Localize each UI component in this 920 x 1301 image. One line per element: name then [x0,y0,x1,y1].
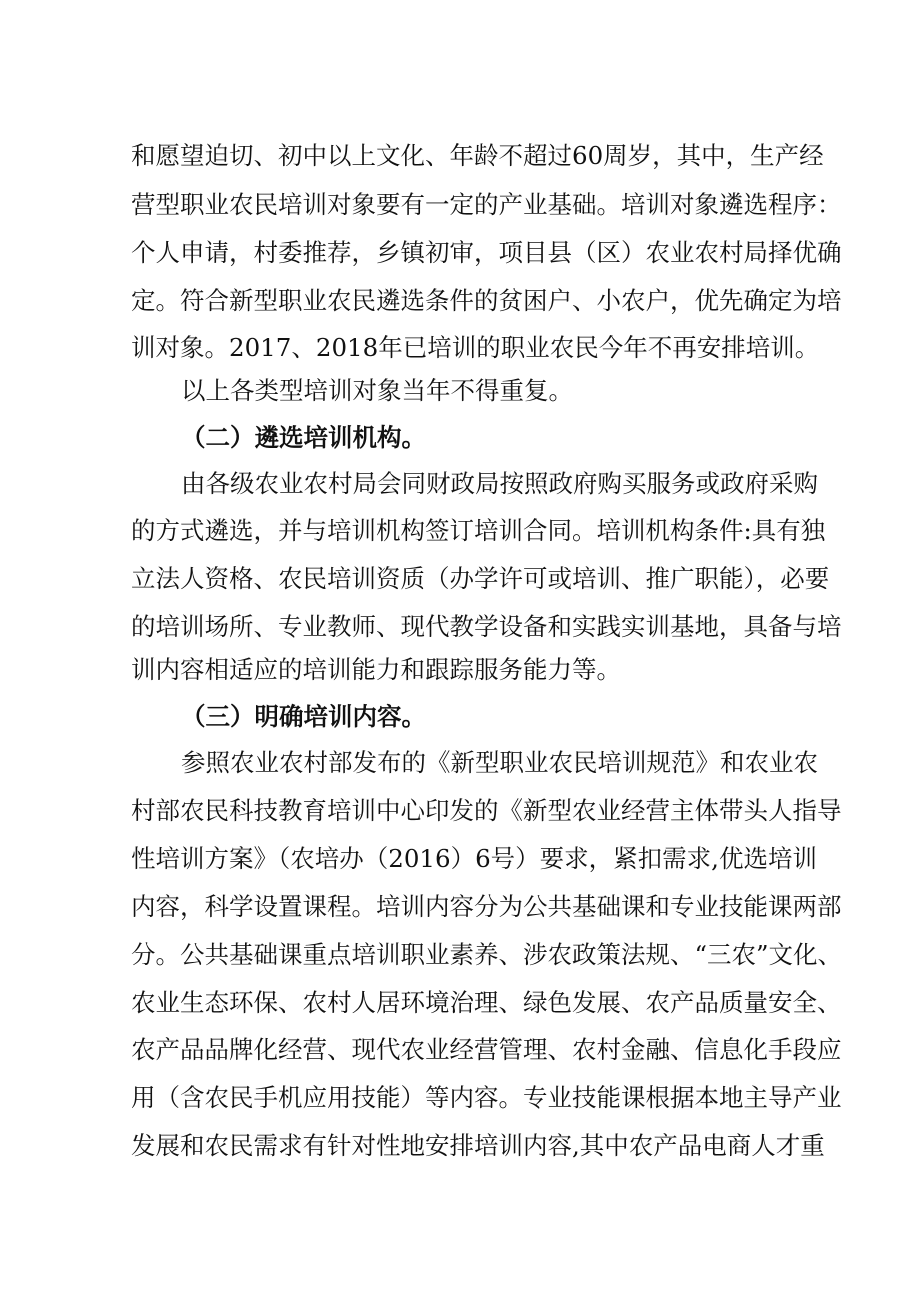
paragraph-line: 立法人资格、农民培训资质（办学许可或培训、推广职能），必要 [131,564,830,593]
paragraph-line: 由各级农业农村局会同财政局按照政府购买服务或政府采购 [181,469,818,498]
paragraph-line: 训内容相适应的培训能力和跟踪服务能力等。 [131,655,621,684]
section-heading: （二）遴选培训机构。 [181,423,426,452]
paragraph-line: 和愿望迫切、初中以上文化、年龄不超过60周岁，其中，生产经 [131,141,824,170]
paragraph-line: 参照农业农村部发布的《新型职业农民培训规范》和农业农 [181,748,818,777]
paragraph-line: 性培训方案》（农培办（2016）6号）要求，紧扣需求,优选培训 [131,844,817,873]
section-heading: （三）明确培训内容。 [181,702,426,731]
paragraph-line: 以上各类型培训对象当年不得重复。 [181,376,573,405]
paragraph-line: 分。公共基础课重点培训职业素养、涉农政策法规、“三农”文化、 [131,940,843,969]
paragraph-line: 营型职业农民培训对象要有一定的产业基础。培训对象遴选程序： [131,190,842,219]
paragraph-line: 农业生态环保、农村人居环境治理、绿色发展、农产品质量安全、 [131,988,842,1017]
paragraph-line: 的培训场所、专业教师、现代教学设备和实践实训基地，具备与培 [131,612,842,641]
paragraph-line: 农产品品牌化经营、现代农业经营管理、农村金融、信息化手段应 [131,1035,842,1064]
paragraph-line: 的方式遴选，并与培训机构签订培训合同。培训机构条件:具有独 [131,516,826,545]
paragraph-line: 用（含农民手机应用技能）等内容。专业技能课根据本地主导产业 [131,1083,842,1112]
paragraph-line: 发展和农民需求有针对性地安排培训内容,其中农产品电商人才重 [131,1131,825,1160]
paragraph-line: 训对象。2017、2018年已培训的职业农民今年不再安排培训。 [131,333,820,362]
paragraph-line: 个人申请，村委推荐，乡镇初审，项目县（区）农业农村局择优确 [131,238,842,267]
paragraph-line: 村部农民科技教育培训中心印发的《新型农业经营主体带头人指导 [131,796,842,825]
paragraph-line: 定。符合新型职业农民遴选条件的贫困户、小农户，优先确定为培 [131,286,842,315]
paragraph-line: 内容，科学设置课程。培训内容分为公共基础课和专业技能课两部 [131,892,842,921]
